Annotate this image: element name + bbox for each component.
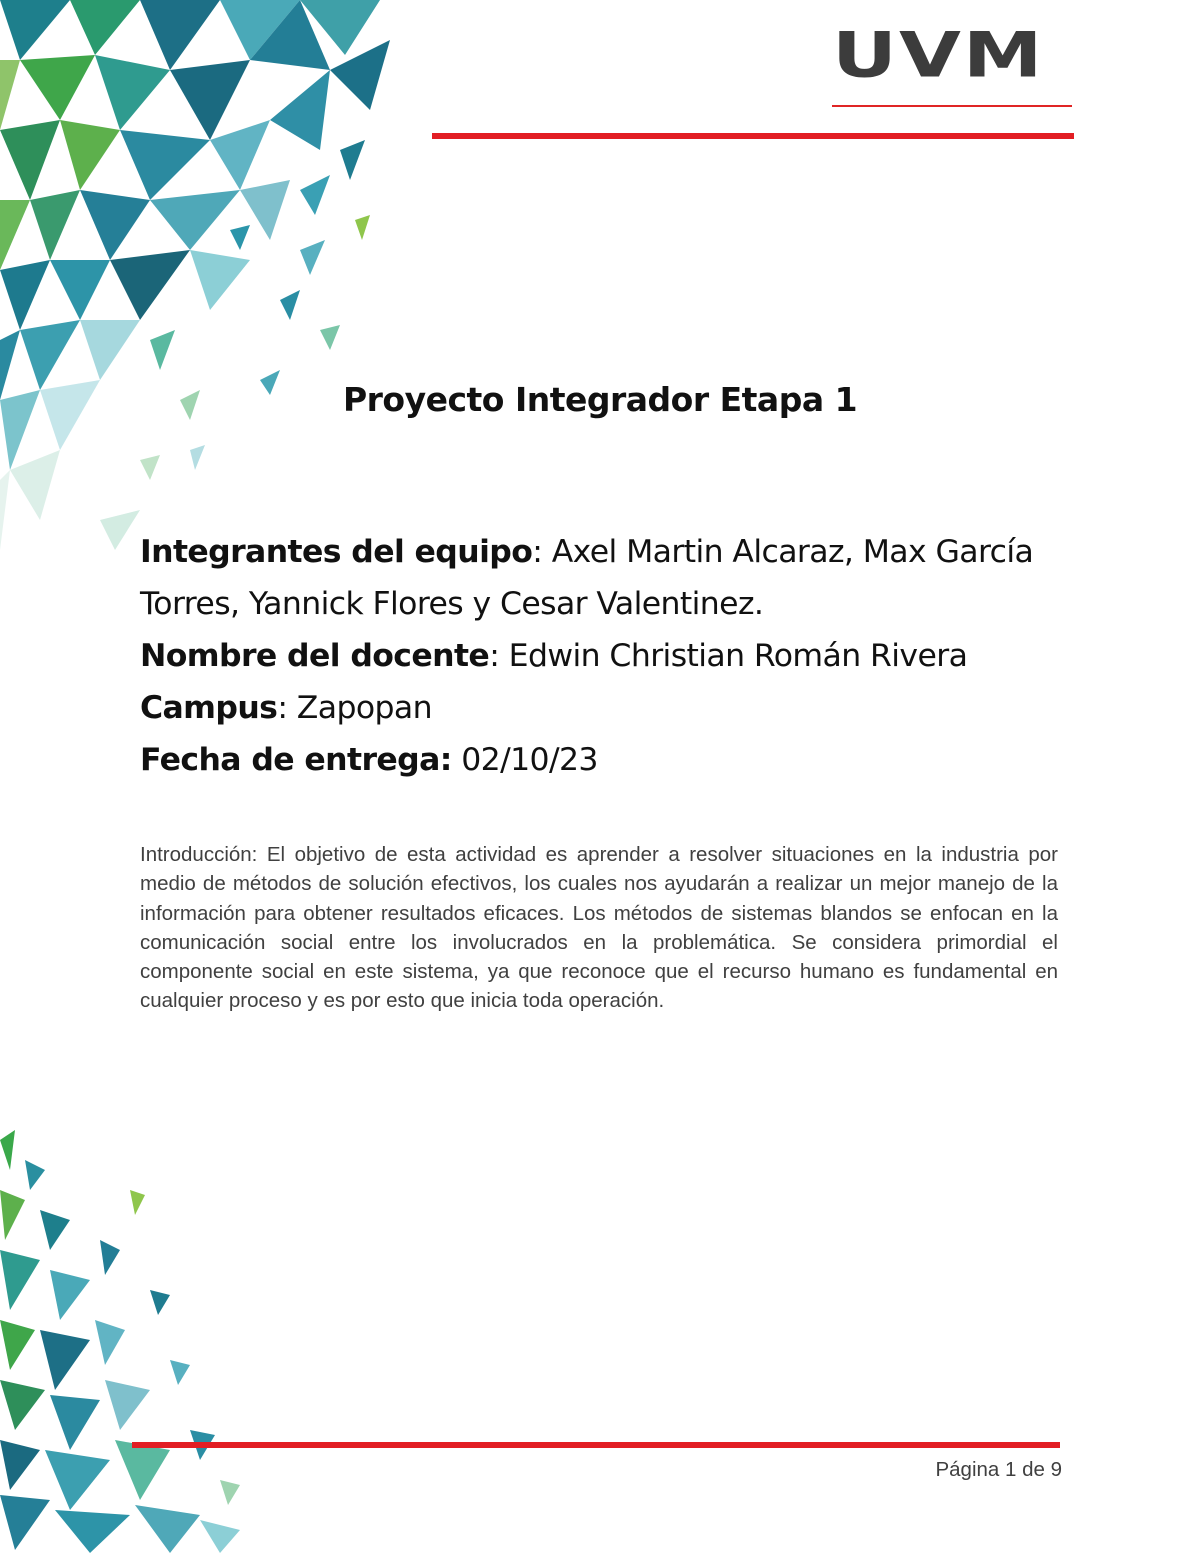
introduction-paragraph: Introducción: El objetivo de esta actividad es aprender a resolver situaciones en la industria por medio de métodos de solución efectivos, los cuales nos ayudarán a realizar un mejor manejo de la información para obtener resultados eficaces. Los métodos de sistemas blandos se enfocan en la comunicación social entre los involucrados en la problemática. Se considera primordial el componente social en este sistema, ya que reconoce que el recurso humano es fundamental en cualquier proceso y es por esto que inicia toda operación.: [140, 843, 1058, 1013]
teacher-value: Edwin Christian Román Rivera: [508, 638, 968, 674]
document-title: Proyecto Integrador Etapa 1: [342, 380, 858, 419]
page-number: Página 1 de 9: [935, 1458, 1062, 1481]
decorative-polygon-pattern-top: [0, 0, 400, 560]
cover-info: [140, 526, 1060, 786]
team-line: Integrantes del equipo: Axel Martin Alcaraz, Max García Torres, Yannick Flores y Cesar Valentinez.: [140, 534, 1034, 622]
team-label: Integrantes del equipo: [140, 534, 533, 570]
date-label: Fecha de entrega:: [140, 742, 452, 778]
header-divider: [432, 133, 1074, 139]
team-value: Axel Martin Alcaraz, Max García Torres, Yannick Flores y Cesar Valentinez.: [140, 534, 1034, 622]
campus-value: Zapopan: [296, 690, 432, 726]
logo-text: UVM: [832, 18, 1045, 92]
decorative-polygon-pattern-bottom: [0, 1130, 260, 1553]
logo-underline: [832, 105, 1072, 107]
uvm-logo: [832, 18, 1074, 110]
campus-line: Campus: Zapopan: [140, 690, 432, 726]
teacher-line: Nombre del docente: Edwin Christian Román Rivera: [140, 638, 968, 674]
campus-label: Campus: [140, 690, 278, 726]
date-value: 02/10/23: [461, 742, 598, 778]
footer-divider: [132, 1442, 1060, 1448]
date-line: [140, 734, 1060, 786]
teacher-label: Nombre del docente: [140, 638, 490, 674]
